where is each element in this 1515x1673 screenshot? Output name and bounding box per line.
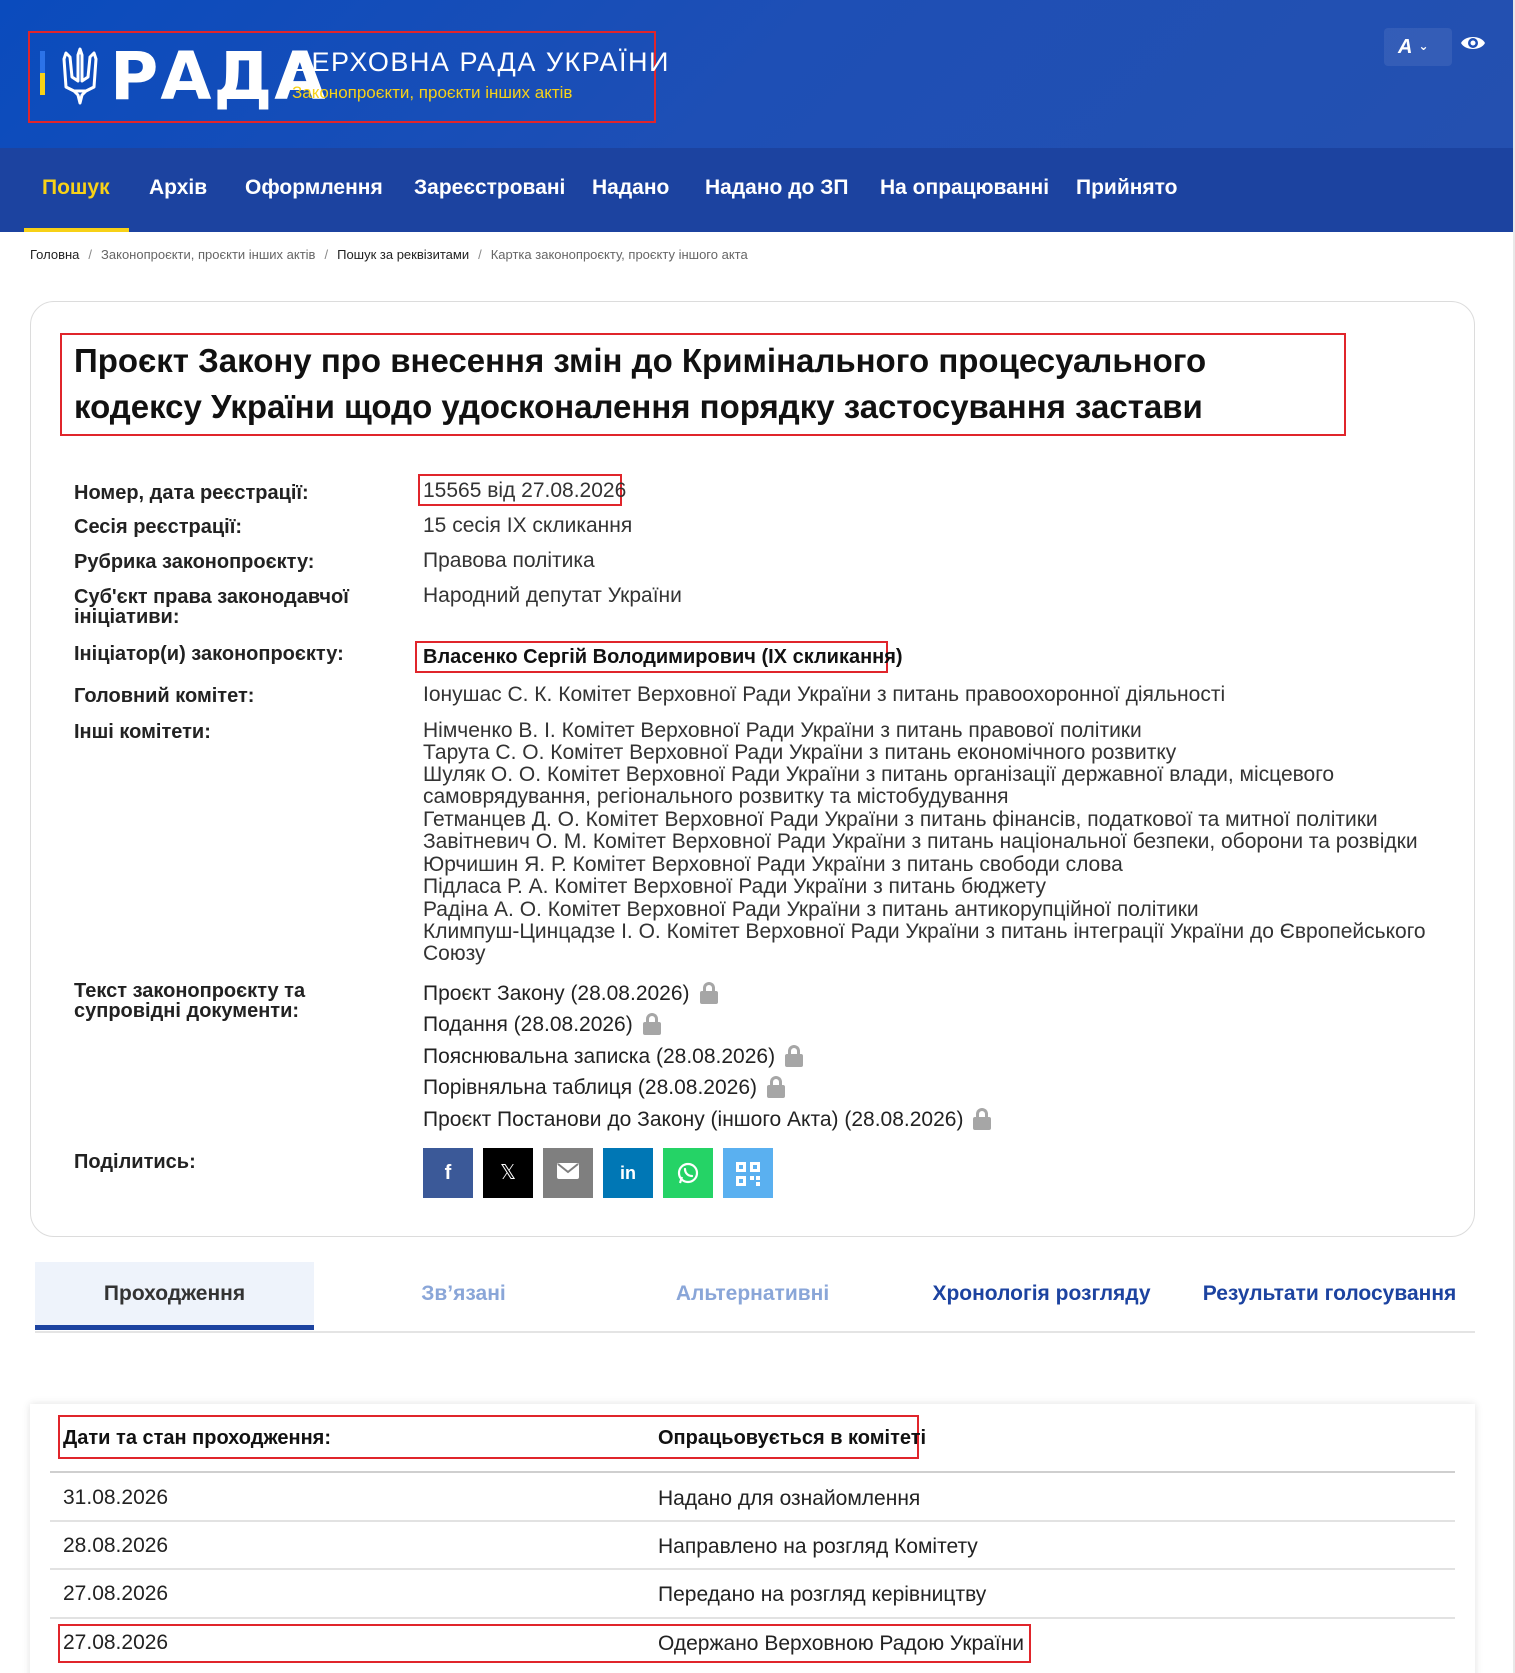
main-nav — [0, 148, 1515, 232]
row-date: 27.08.2026 — [63, 1631, 169, 1654]
trident-icon — [60, 47, 100, 107]
x-share-button[interactable] — [483, 1148, 533, 1198]
site-header — [0, 0, 1515, 148]
chevron-down-icon: ⌄ — [1418, 39, 1429, 53]
tab-alternative[interactable]: Альтернативні — [675, 1282, 830, 1305]
row-status: Передано на розгляд керівництву — [658, 1583, 987, 1606]
site-title: ВЕРХОВНА РАДА УКРАЇНИ — [292, 47, 670, 77]
other-committee-item: Климпуш-Цинцадзе І. О. Комітет Верховної Ради України з питань інтеграції України до Європейського — [423, 920, 1426, 943]
flag-icon — [40, 51, 45, 95]
lock-icon — [785, 1045, 803, 1065]
row-status: Надано для ознайомлення — [658, 1487, 921, 1510]
other-committee-item: Завітневич О. М. Комітет Верховної Ради України з питань національної безпеки, оборони та розвідки — [423, 830, 1418, 853]
breadcrumb-separator: / — [324, 247, 329, 262]
number-value: 15565 від 27.08.2026 — [423, 479, 627, 502]
doc-link[interactable] — [423, 1045, 803, 1069]
row-date: 31.08.2026 — [63, 1486, 169, 1509]
font-size-switch[interactable] — [1384, 28, 1452, 66]
doc-link[interactable] — [423, 1076, 785, 1100]
qr-code-icon — [735, 1161, 761, 1187]
nav-active-indicator — [24, 228, 129, 232]
breadcrumb-search[interactable]: Пошук за реквізитами — [337, 247, 470, 262]
doc-link[interactable] — [423, 982, 718, 1006]
row-date: 27.08.2026 — [63, 1582, 169, 1605]
other-committee-item: Шуляк О. О. Комітет Верховної Ради України з питань організації державної влади, місцевого — [423, 763, 1335, 786]
doc-title: Проєкт Постанови до Закону (іншого Акта) (28.08.2026) — [423, 1108, 964, 1131]
doc-link[interactable] — [423, 1013, 661, 1037]
row-date: 28.08.2026 — [63, 1534, 169, 1557]
docs-label: Текст законопроєкту та супровідні документи: — [74, 980, 306, 1022]
table-divider — [50, 1568, 1455, 1570]
linkedin-icon: in — [620, 1163, 636, 1183]
other-committee-item: Радіна А. О. Комітет Верховної Ради України з питань антикорупційної політики — [423, 898, 1199, 921]
tabs-divider — [35, 1331, 1475, 1333]
other-committee-item: Гетманцев Д. О. Комітет Верховної Ради України з питань фінансів, податкової та митної політики — [423, 808, 1378, 831]
bill-title: Проєкт Закону про внесення змін до Кримінального процесуального кодексу України щодо удосконалення порядку застосування застави — [74, 342, 1207, 425]
other-committee-item: Юрчишин Я. Р. Комітет Верховної Ради України з питань свободи слова — [423, 853, 1123, 876]
subject-value: Народний депутат України — [423, 584, 682, 607]
session-value: 15 сесія IX скликання — [423, 514, 633, 537]
lock-icon — [767, 1076, 785, 1096]
facebook-share-button[interactable] — [423, 1148, 473, 1198]
doc-title: Подання (28.08.2026) — [423, 1013, 633, 1036]
other-committee-item: самоврядування, регіонального розвитку та містобудування — [423, 785, 1009, 808]
lock-icon — [643, 1013, 661, 1033]
tab-chronology[interactable]: Хронологія розгляду — [932, 1282, 1151, 1305]
breadcrumb-separator: / — [478, 247, 482, 262]
site-subtitle: Законопроєкти, проєкти інших актів — [292, 83, 573, 102]
breadcrumb-separator: / — [88, 247, 93, 262]
x-icon: 𝕏 — [499, 1162, 517, 1184]
session-label: Сесія реєстрації: — [74, 516, 242, 538]
lock-icon — [700, 982, 718, 1002]
eye-icon[interactable] — [1460, 30, 1486, 56]
other-committee-item: Підласа Р. А. Комітет Верховної Ради України з питань бюджету — [423, 875, 1047, 898]
tab-progress[interactable]: Проходження — [35, 1262, 314, 1330]
lock-icon — [973, 1108, 991, 1128]
linkedin-share-button[interactable] — [603, 1148, 653, 1198]
site-logo[interactable] — [28, 31, 670, 123]
breadcrumb-bills[interactable]: Законопроєкти, проєкти інших актів — [101, 247, 316, 262]
table-divider — [50, 1471, 1455, 1473]
initiator-label: Ініціатор(и) законопроєкту: — [74, 643, 344, 665]
other-committee-item: Союзу — [423, 942, 486, 965]
progress-current-state: Опрацьовується в комітеті — [658, 1427, 927, 1449]
whatsapp-share-button[interactable] — [663, 1148, 713, 1198]
table-divider — [50, 1617, 1455, 1619]
doc-link[interactable] — [423, 1108, 991, 1132]
facebook-icon: f — [444, 1162, 452, 1184]
nav-item-adopted[interactable]: Прийнято — [1076, 176, 1178, 199]
subject-label: Суб'єкт права законодавчої ініціативи: — [74, 586, 349, 628]
progress-header-label: Дати та стан проходження: — [63, 1427, 331, 1449]
other-committee-item: Тарута С. О. Комітет Верховної Ради України з питань економічного розвитку — [423, 741, 1177, 764]
qr-share-button[interactable] — [723, 1148, 773, 1198]
doc-title: Пояснювальна записка (28.08.2026) — [423, 1045, 776, 1068]
nav-item-search[interactable]: Пошук — [42, 176, 110, 199]
email-share-button[interactable] — [543, 1148, 593, 1198]
other-committees-label: Інші комітети: — [74, 721, 211, 743]
number-label: Номер, дата реєстрації: — [74, 482, 309, 504]
whatsapp-icon — [676, 1161, 700, 1185]
other-committee-item: Німченко В. І. Комітет Верховної Ради України з питань правової політики — [423, 719, 1142, 742]
font-size-label: A — [1398, 36, 1413, 58]
nav-item-archive[interactable]: Архів — [149, 176, 208, 199]
logo-wordmark: РАДА — [110, 38, 328, 115]
nav-item-drafting[interactable]: Оформлення — [245, 176, 383, 199]
nav-item-in-progress[interactable]: На опрацюванні — [880, 176, 1050, 199]
main-committee-label: Головний комітет: — [74, 685, 255, 707]
email-icon — [556, 1161, 580, 1181]
share-label: Поділитись: — [74, 1151, 196, 1173]
table-divider — [50, 1520, 1455, 1522]
tab-related[interactable]: Зв’язані — [421, 1282, 506, 1305]
breadcrumb — [30, 247, 748, 262]
rubric-value: Правова політика — [423, 549, 595, 572]
doc-title: Проєкт Закону (28.08.2026) — [423, 982, 690, 1005]
initiator-link[interactable]: Власенко Сергій Володимирович (IX скликання) — [423, 646, 903, 668]
row-status: Направлено на розгляд Комітету — [658, 1535, 978, 1558]
doc-title: Порівняльна таблиця (28.08.2026) — [423, 1076, 758, 1099]
nav-item-submitted-zp[interactable]: Надано до ЗП — [705, 176, 849, 199]
nav-item-submitted[interactable]: Надано — [592, 176, 670, 199]
nav-item-registered[interactable]: Зареєстровані — [414, 176, 566, 199]
rubric-label: Рубрика законопроєкту: — [74, 551, 315, 573]
row-status: Одержано Верховною Радою України — [658, 1632, 1025, 1655]
breadcrumb-current: Картка законопроєкту, проєкту іншого акта — [490, 247, 748, 262]
breadcrumb-home[interactable]: Головна — [30, 247, 80, 262]
tab-voting-results[interactable]: Результати голосування — [1202, 1282, 1457, 1305]
main-committee-value: Іонушас С. К. Комітет Верховної Ради України з питань правоохоронної діяльності — [423, 683, 1226, 706]
